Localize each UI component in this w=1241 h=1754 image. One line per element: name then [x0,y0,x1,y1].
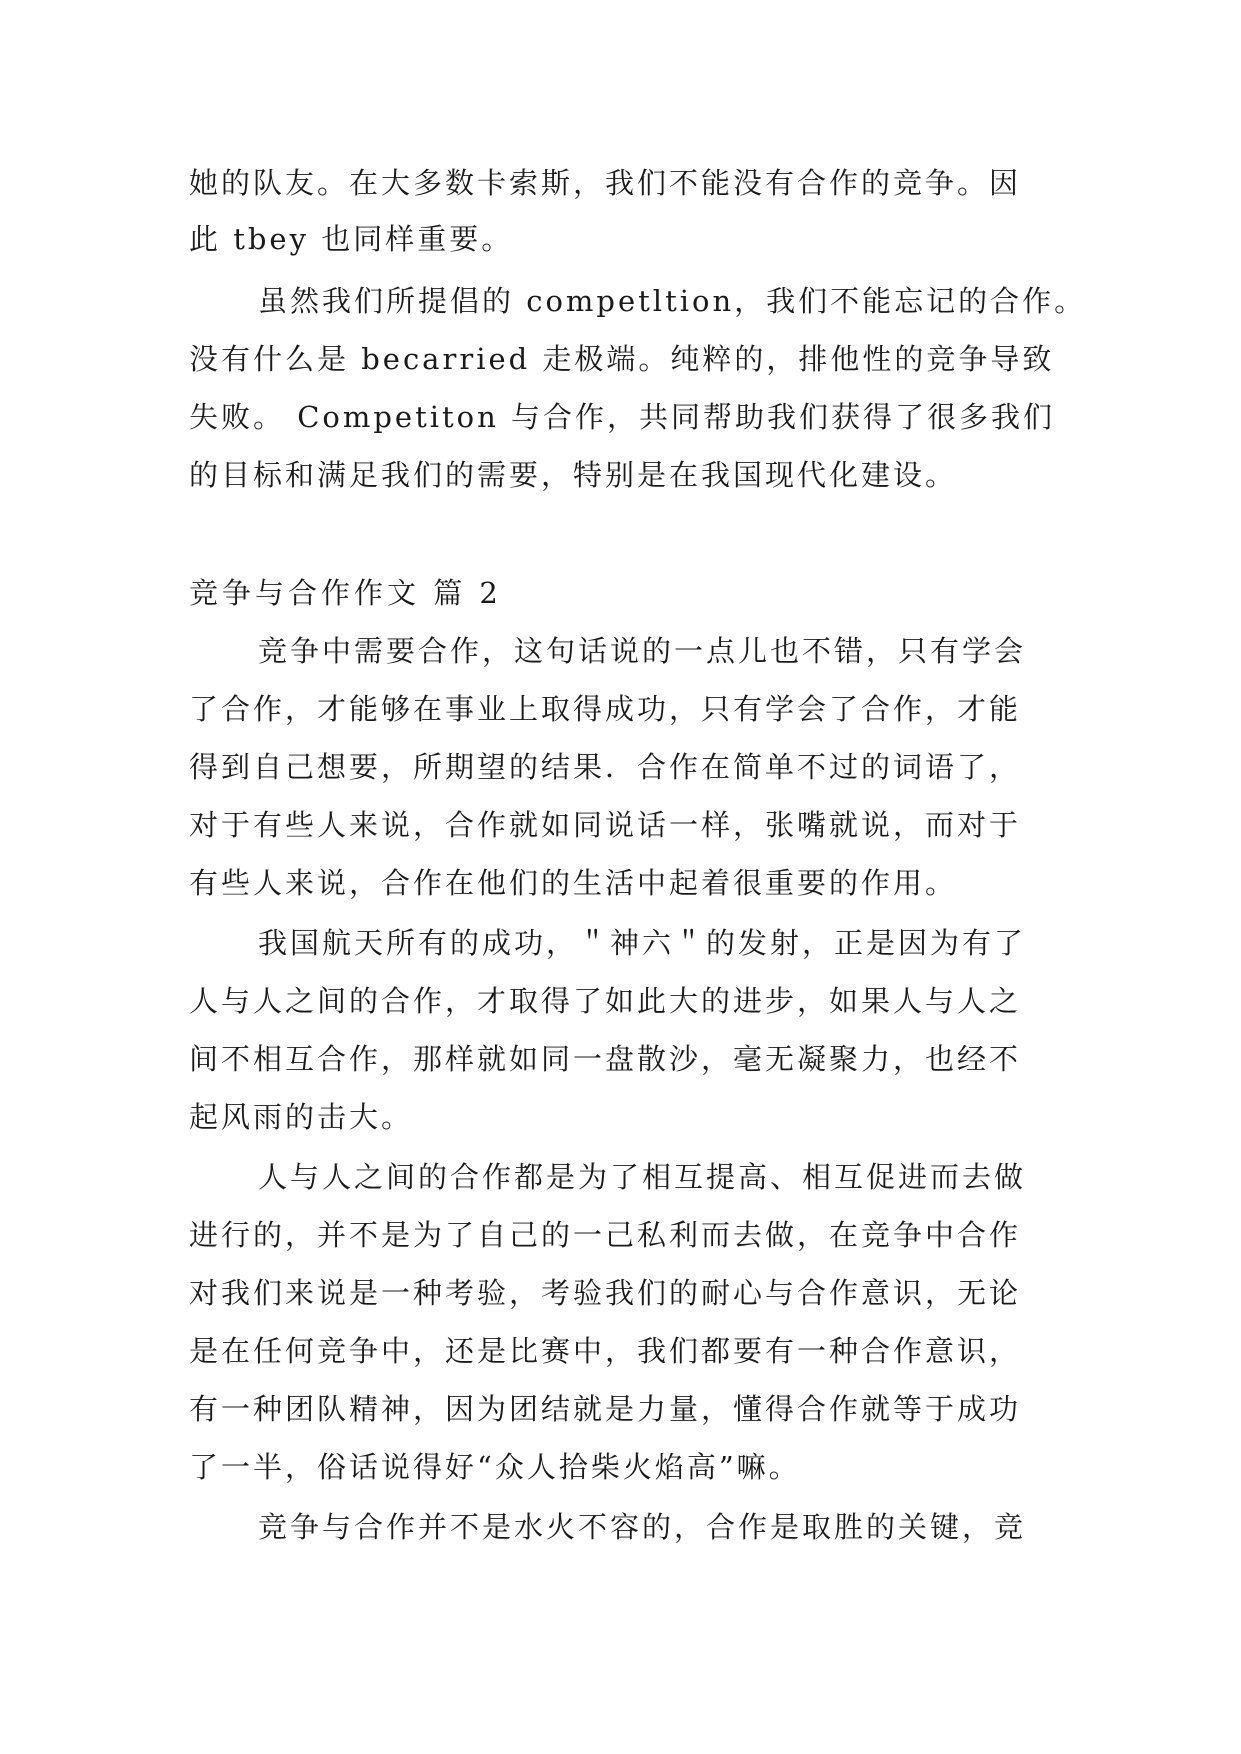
paragraph-line: 了合作，才能够在事业上取得成功，只有学会了合作，才能 [189,692,1022,726]
paragraph-line: 我国航天所有的成功，＂神六＂的发射，正是因为有了 [258,926,1027,960]
paragraph-line: 对于有些人来说，合作就如同说话一样，张嘴就说，而对于 [189,808,1022,842]
section-heading: 竞争与合作作文 篇 2 [189,576,502,610]
paragraph-line: 有一种团队精神，因为团结就是力量，懂得合作就等于成功 [189,1392,1022,1426]
paragraph-line: 竞争中需要合作，这句话说的一点儿也不错，只有学会 [258,634,1027,668]
paragraph-line: 此 tbey 也同样重要。 [189,222,514,256]
paragraph-line: 没有什么是 becarried 走极端。纯粹的，排他性的竞争导致 [189,342,1055,376]
paragraph-line: 竞争与合作并不是水火不容的，合作是取胜的关键，竞 [258,1510,1027,1544]
paragraph-line: 对我们来说是一种考验，考验我们的耐心与合作意识，无论 [189,1276,1022,1310]
paragraph-line: 起风雨的击大。 [189,1100,414,1134]
paragraph-line: 了一半，俗话说得好“众人拾柴火焰高”嘛。 [189,1450,801,1484]
paragraph-line: 失败。 Competiton 与合作，共同帮助我们获得了很多我们 [189,400,1056,434]
paragraph-line: 人与人之间的合作，才取得了如此大的进步，如果人与人之 [189,984,1022,1018]
paragraph-line: 她的队友。在大多数卡索斯，我们不能没有合作的竞争。因 [189,166,1022,200]
paragraph-line: 得到自己想要，所期望的结果．合作在简单不过的词语了， [189,750,1022,784]
paragraph-line: 虽然我们所提倡的 competltion，我们不能忘记的合作。 [258,284,1087,318]
paragraph-line: 人与人之间的合作都是为了相互提高、相互促进而去做 [258,1160,1027,1194]
paragraph-line: 是在任何竞争中，还是比赛中，我们都要有一种合作意识， [189,1334,1022,1368]
paragraph-line: 的目标和满足我们的需要，特别是在我国现代化建设。 [189,458,958,492]
paragraph-line: 有些人来说，合作在他们的生活中起着很重要的作用。 [189,866,958,900]
paragraph-line: 间不相互合作，那样就如同一盘散沙，毫无凝聚力，也经不 [189,1042,1022,1076]
paragraph-line: 进行的，并不是为了自己的一己私利而去做，在竞争中合作 [189,1218,1022,1252]
